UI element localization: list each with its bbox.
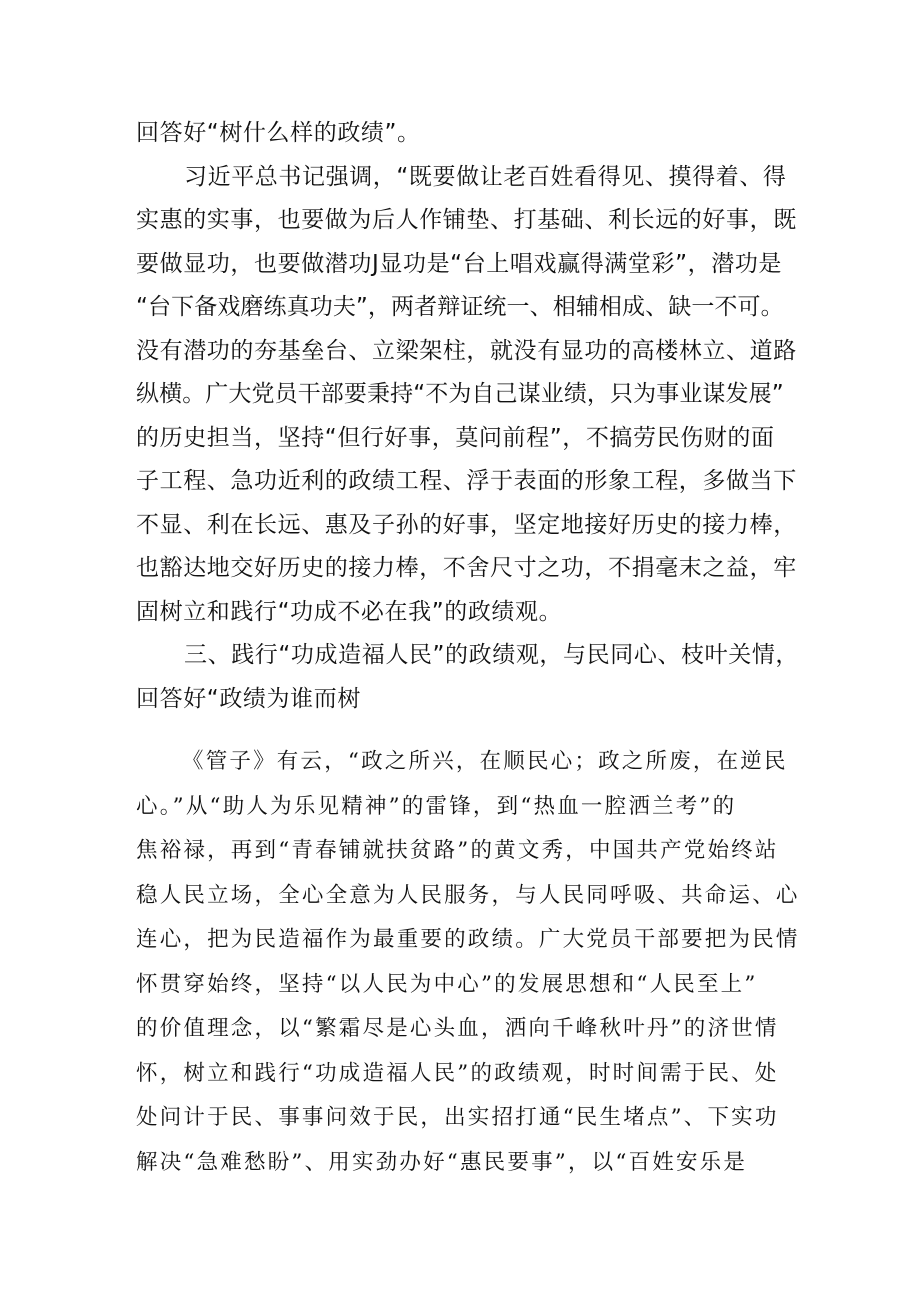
paragraph-line: “台下备戏磨练真功夫”，两者辩证统一、相辅相成、缺一不可。 [136, 294, 784, 320]
paragraph-line: 子工程、急功近利的政绩工程、浮于表面的形象工程，多做当下 [136, 468, 797, 494]
paragraph-line: 处问计于民、事事问效于民，出实招打通“民生堵点”、下实功 [136, 1105, 779, 1130]
paragraph-line: 《管子》有云，“政之所兴，在顺民心；政之所废，在逆民 [182, 749, 788, 774]
paragraph-line: 怀贯穿始终，坚持“以人民为中心”的发展思想和“人民至上” [136, 971, 758, 997]
paragraph-line: 的价值理念，以“繁霜尽是心头血，洒向千峰秋叶丹”的济世情 [136, 1016, 779, 1041]
paragraph-line: 纵横。广大党员干部要秉持“不为自己谋业绩，只为事业谋发展” [136, 381, 784, 407]
paragraph-line: 焦裕禄，再到“青春铺就扶贫路”的黄文秀，中国共产党始终站 [136, 838, 779, 863]
paragraph-line: 心。”从“助人为乐见精神”的雷锋，到“热血一腔洒兰考”的 [136, 793, 737, 819]
paragraph-line: 怀，树立和践行“功成造福人民”的政绩观，时时间需于民、处 [136, 1060, 779, 1086]
paragraph-line: 连心，把为民造福作为最重要的政绩。广大党员干部要把为民情 [136, 927, 800, 952]
paragraph-line: 的历史担当，坚持“但行好事，莫问前程”，不搞劳民伤财的面 [136, 424, 775, 451]
section-heading: 三、践行“功成造福人民”的政绩观，与民同心、枝叶关情， [184, 642, 800, 668]
text-block-sans [136, 112, 808, 721]
paragraph-line: 也豁达地交好历史的接力棒，不舍尺寸之功，不捐毫末之益，牢 [136, 555, 797, 581]
paragraph-line: 要做显功，也要做潜功J显功是“台上唱戏赢得满堂彩”，潜功是 [136, 250, 783, 277]
paragraph-line: 回答好“树什么样的政绩”。 [136, 120, 421, 146]
paragraph-line: 没有潜功的夯基垒台、立梁架柱，就没有显功的高楼林立、道路 [136, 337, 797, 364]
text-block-serif [136, 740, 808, 1185]
paragraph-line: 固树立和践行“功成不必在我”的政绩观。 [136, 598, 563, 625]
paragraph-line: 解决“急难愁盼”、用实劲办好“惠民要事”，以“百姓安乐是 [136, 1149, 748, 1175]
section-heading-continued: 回答好“政绩为谁而树 [136, 685, 361, 712]
paragraph-line: 实惠的实事，也要做为后人作铺垫、打基础、利长远的好事，既 [136, 207, 797, 233]
paragraph-line: 稳人民立场，全心全意为人民服务，与人民同呼吸、共命运、心 [136, 882, 800, 908]
paragraph-line: 不显、利在长远、惠及子孙的好事，坚定地接好历史的接力棒， [136, 511, 797, 538]
paragraph-line: 习近平总书记强调，“既要做让老百姓看得见、摸得着、得 [184, 163, 787, 190]
